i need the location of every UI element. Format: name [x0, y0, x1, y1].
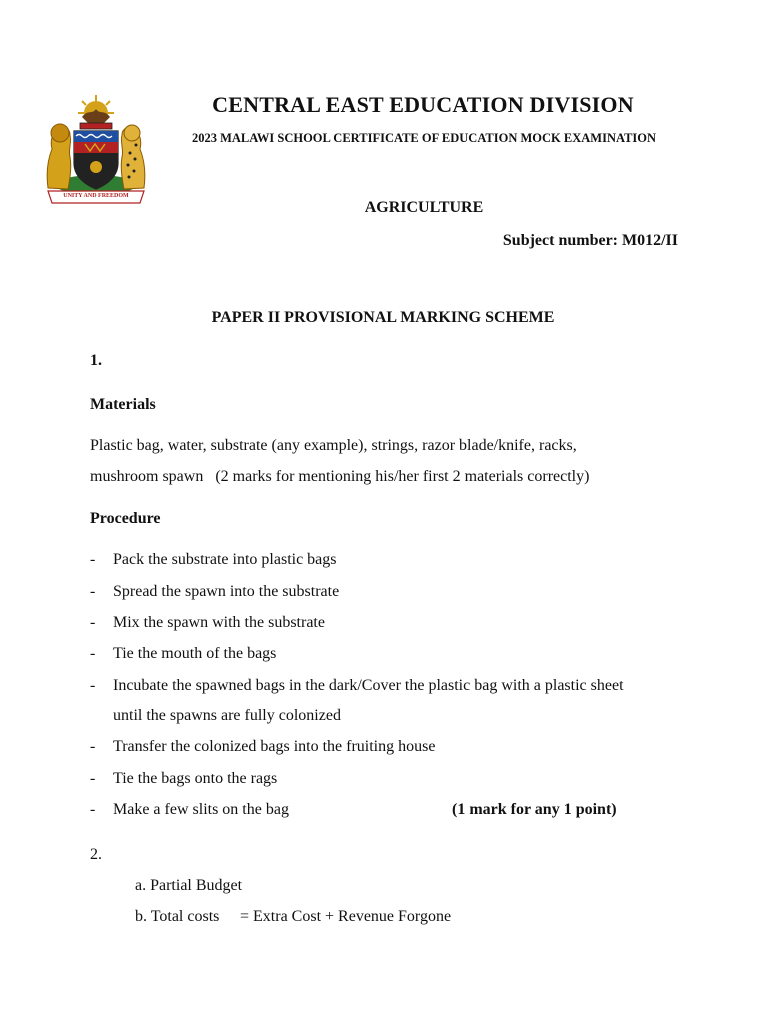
list-bullet: -: [90, 801, 96, 818]
materials-heading: Materials: [90, 396, 156, 413]
crest-motto: UNITY AND FREEDOM: [63, 193, 129, 199]
mark-allocation-note: (1 mark for any 1 point): [452, 801, 617, 818]
procedure-step: Pack the substrate into plastic bags: [113, 551, 337, 568]
materials-line-2: mushroom spawn (2 marks for mentioning his/her first 2 materials correctly): [90, 468, 590, 485]
procedure-step: Make a few slits on the bag: [113, 801, 289, 818]
question-2a-answer: a. Partial Budget: [135, 877, 243, 894]
page-title: CENTRAL EAST EDUCATION DIVISION: [212, 92, 634, 117]
paper-title: PAPER II PROVISIONAL MARKING SCHEME: [211, 309, 555, 326]
question-1-number: 1.: [90, 352, 102, 369]
procedure-step: Tie the bags onto the rags: [113, 770, 278, 787]
list-bullet: -: [90, 738, 96, 755]
list-bullet: -: [90, 677, 96, 694]
exam-subtitle: 2023 MALAWI SCHOOL CERTIFICATE OF EDUCATION MOCK EXAMINATION: [191, 131, 657, 145]
procedure-step: Mix the spawn with the substrate: [113, 614, 325, 631]
materials-line-1: Plastic bag, water, substrate (any example), strings, razor blade/knife, racks,: [90, 437, 577, 454]
procedure-step-continuation: until the spawns are fully colonized: [113, 707, 341, 724]
procedure-step: Spread the spawn into the substrate: [113, 583, 340, 600]
subject-number: Subject number: M012/II: [502, 232, 678, 249]
procedure-step: Tie the mouth of the bags: [113, 645, 277, 662]
question-2b-formula: = Extra Cost + Revenue Forgone: [240, 908, 452, 925]
list-bullet: -: [90, 614, 96, 631]
list-bullet: -: [90, 551, 96, 568]
subject-name: AGRICULTURE: [364, 199, 484, 216]
list-bullet: -: [90, 583, 96, 600]
procedure-step: Transfer the colonized bags into the fruiting house: [113, 738, 436, 755]
list-bullet: -: [90, 645, 96, 662]
procedure-heading: Procedure: [90, 510, 161, 527]
procedure-step: Incubate the spawned bags in the dark/Cover the plastic bag with a plastic sheet: [113, 677, 624, 694]
list-bullet: -: [90, 770, 96, 787]
question-2-number: 2.: [90, 846, 102, 863]
question-2b-label: b. Total costs: [135, 908, 220, 925]
